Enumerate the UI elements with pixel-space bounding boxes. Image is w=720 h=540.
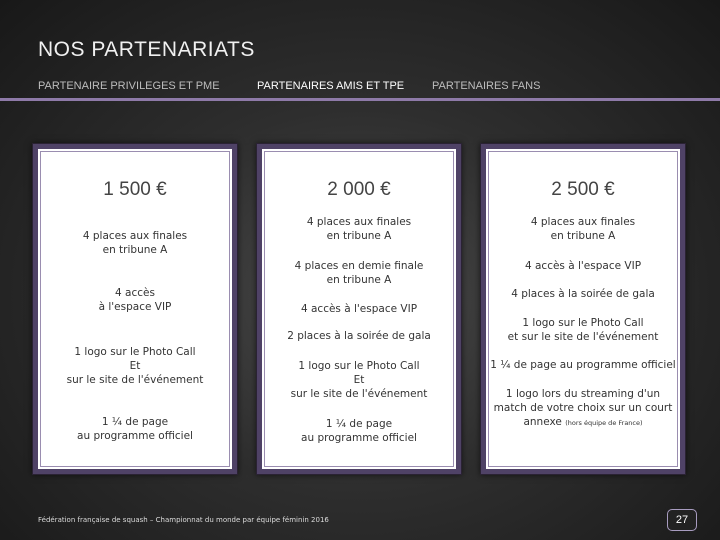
card-price: 1 500 € [103,179,167,200]
card-benefit: 1 ¼ de page au programme officiel [77,416,193,442]
card-benefit: 4 places à la soirée de gala [511,288,655,300]
card-benefit: 1 ¼ de page au programme officiel [301,418,417,444]
card-benefit: 4 places aux finales en tribune A [530,216,636,242]
card-benefit: 1 ¼ de page au programme officiel [490,359,676,371]
card-benefit: 4 places aux finales en tribune A [82,230,188,256]
offer-card-fans [481,144,685,474]
card-benefit: 4 accès à l'espace VIP [98,287,172,313]
card-benefit: 4 places aux finales en tribune A [306,216,412,242]
offer-card-privileges [33,144,237,474]
card-benefit-streaming [486,387,680,430]
card-benefit: 1 logo sur le Photo Call Et sur le site de l'événement [66,346,204,386]
card-benefit: 1 logo sur le Photo Call et sur le site de l'événement [507,317,659,343]
tab-partenaires-amis[interactable]: PARTENAIRES AMIS ET TPE [257,80,405,92]
tab-partenaires-fans[interactable]: PARTENAIRES FANS [432,80,541,92]
card-benefit: 2 places à la soirée de gala [287,330,431,342]
card-price: 2 000 € [327,179,391,200]
page-number: 27 [667,509,697,531]
page-title: NOS PARTENARIATS [38,38,255,61]
card-benefit: 4 accès à l'espace VIP [300,303,418,315]
card-benefit: 4 places en demie finale en tribune A [294,260,424,286]
footer-text: Fédération française de squash – Championnat du monde par équipe féminin 2016 [38,516,329,524]
tab-partenaire-privileges[interactable]: PARTENAIRE PRIVILEGES ET PME [38,80,220,92]
card-benefit: 1 logo sur le Photo Call Et sur le site de l'événement [290,360,428,400]
partnership-tabs [0,80,720,96]
card-benefit-note: (hors équipe de France) [565,419,643,427]
card-benefit-text: 1 logo lors du streaming d'un match de votre choix sur un court annexe [493,388,673,428]
card-benefit: 4 accès à l'espace VIP [524,260,642,272]
card-price: 2 500 € [551,179,615,200]
header-divider [0,98,720,101]
offer-card-amis [257,144,461,474]
